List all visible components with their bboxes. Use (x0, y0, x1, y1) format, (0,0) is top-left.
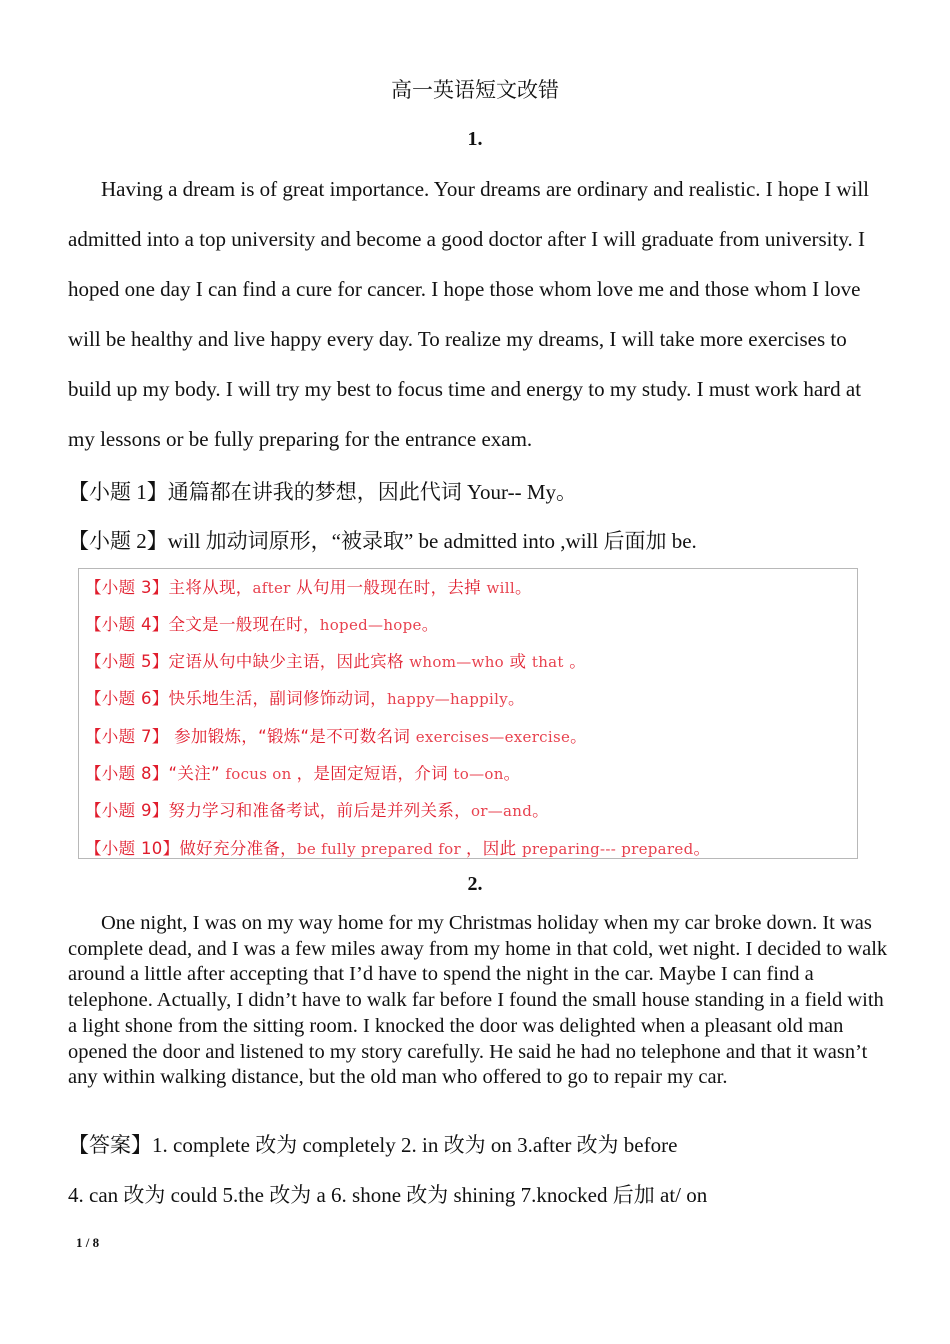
page-number: 1 / 8 (76, 1235, 100, 1250)
box-item-9: 【小题 9】努力学习和准备考试，前后是并列关系，or—and。 (85, 801, 549, 820)
box-item-5: 【小题 5】定语从句中缺少主语，因此宾格 whom—who 或 that 。 (85, 652, 587, 671)
box-item-7: 【小题 7】 参加锻炼，“锻炼“是不可数名词 exercises—exercise。 (85, 727, 587, 746)
section-2-passage: One night, I was on my way home for my Christmas holiday when my car broke down. It was complete dead, and I was a few miles away from my home in that cold, wet night. I decided to walk around a little after accepting that I’d have to spend the night in the car. Maybe I can find a telephone. Actually, I didn’t have to walk far before I found the small house standing in a field with a light shone from the sitting room. I knocked the door was delighted when a pleasant old man opened the door and listened to my story carefully. He said he had no telephone and that it wasn’t any within walking distance, but the old man who offered to go to repair my car. (68, 912, 888, 1089)
page-title: 高一英语短文改错 (391, 78, 559, 102)
answer-line-1: 【答案】1. complete 改为 completely 2. in 改为 on 3.after 改为 before (68, 1133, 678, 1157)
question-2-explanation: 【小题 2】will 加动词原形，“被录取” be admitted into ,will 后面加 be. (68, 529, 697, 553)
section-1-number: 1. (467, 128, 483, 150)
box-item-6: 【小题 6】快乐地生活，副词修饰动词，happy—happily。 (85, 689, 525, 708)
box-item-4: 【小题 4】全文是一般现在时，hoped—hope。 (85, 615, 439, 634)
answer-line-2: 4. can 改为 could 5.the 改为 a 6. shone 改为 shining 7.knocked 后加 at/ on (68, 1183, 708, 1207)
section-1-passage: Having a dream is of great importance. Your dreams are ordinary and realistic. I hope I will admitted into a top university and become a good doctor after I will graduate from university. I hoped one day I can find a cure for cancer. I hope those whom love me and those whom I love will be healthy and live happy every day. To realize my dreams, I will take more exercises to build up my body. I will try my best to focus time and energy to my study. I must work hard at my lessons or be fully preparing for the entrance exam. (68, 177, 869, 451)
answer-explanation-image (78, 568, 858, 859)
box-item-3: 【小题 3】主将从现，after 从句用一般现在时，去掉 will。 (85, 578, 532, 597)
question-1-explanation: 【小题 1】通篇都在讲我的梦想，因此代词 Your-- My。 (68, 480, 578, 504)
box-item-8: 【小题 8】“关注” focus on ，是固定短语，介词 to—on。 (85, 764, 521, 783)
box-item-10: 【小题 10】做好充分准备，be fully prepared for ，因此 preparing--- prepared。 (85, 839, 711, 858)
section-2-number: 2. (467, 873, 483, 895)
